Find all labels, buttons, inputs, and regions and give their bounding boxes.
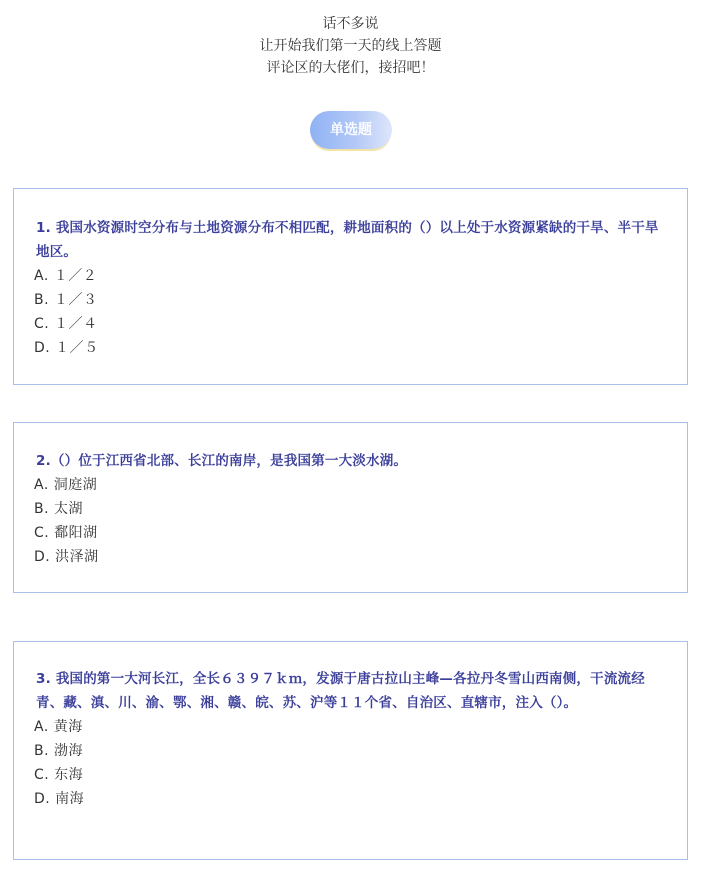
intro-line-2: 让开始我们第一天的线上答题 — [259, 38, 442, 54]
intro-line-3: 评论区的大佬们，接招吧！ — [266, 60, 435, 76]
question-card-3 — [13, 641, 688, 860]
option-a: A. １／２ — [34, 268, 98, 284]
option-a: A. 洞庭湖 — [34, 477, 98, 493]
option-c: C. 东海 — [34, 767, 84, 783]
option-d: D. 南海 — [34, 791, 85, 807]
option-c: C. １／４ — [34, 316, 98, 332]
option-b: B. １／３ — [34, 292, 98, 308]
question-title: 3. 我国的第一大河长江，全长６３９７ｋｍ，发源于唐古拉山主峰—各拉丹冬雪山西南侧，干流流经青、藏、滇、川、渝、鄂、湘、赣、皖、苏、沪等１１个省、自治区、直辖市，注入（）。 — [36, 671, 645, 711]
option-a: A. 黄海 — [34, 719, 83, 735]
single-choice-badge: 单选题 — [310, 111, 392, 149]
option-d: D. 洪泽湖 — [34, 549, 99, 565]
option-b: B. 渤海 — [34, 743, 84, 759]
question-card-2 — [13, 422, 688, 593]
question-title: 1. 我国水资源时空分布与土地资源分布不相匹配，耕地面积的（）以上处于水资源紧缺的干旱、半干旱地区。 — [36, 220, 659, 260]
question-title: 2.（）位于江西省北部、长江的南岸，是我国第一大淡水湖。 — [36, 453, 408, 469]
option-c: C. 鄱阳湖 — [34, 525, 98, 541]
option-b: B. 太湖 — [34, 501, 84, 517]
intro-text — [0, 13, 701, 79]
intro-line-1: 话不多说 — [322, 16, 379, 32]
option-d: D. １／５ — [34, 340, 99, 356]
section-badge — [310, 111, 392, 153]
question-card-1 — [13, 188, 688, 385]
